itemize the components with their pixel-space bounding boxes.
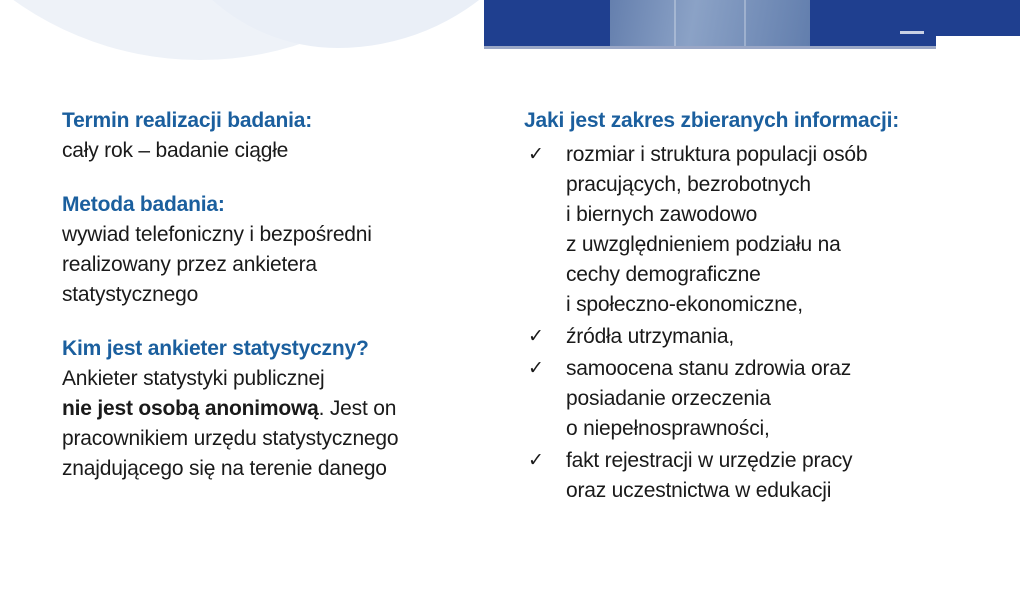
- block-termin: [62, 108, 492, 166]
- heading-zakres: Jaki jest zakres zbieranych informacji:: [524, 109, 900, 132]
- list-item: [524, 446, 994, 506]
- jeans-shading: [610, 0, 810, 46]
- scope-check-list: [524, 140, 994, 506]
- jeans-seam-right: [744, 0, 746, 46]
- text-ankieter-line-4: znajdującego się na terenie danego: [62, 457, 387, 480]
- list-item-line: źródła utrzymania,: [566, 325, 734, 348]
- check-mark-icon: ✓: [528, 450, 544, 471]
- text-ankieter-line-2-rest: . Jest on: [318, 397, 397, 420]
- left-column: [62, 108, 492, 484]
- text-metoda-line-2: realizowany przez ankietera: [62, 253, 317, 276]
- check-mark-icon: ✓: [528, 326, 544, 347]
- banner-photo-panel: [484, 0, 936, 46]
- right-column: [524, 108, 994, 508]
- block-metoda: [62, 192, 492, 310]
- check-mark-icon: ✓: [528, 144, 544, 165]
- list-item-line: cechy demograficzne: [566, 263, 761, 286]
- list-item-line: i biernych zawodowo: [566, 203, 758, 226]
- list-item: [524, 322, 994, 352]
- text-ankieter-bold: nie jest osobą anonimową: [62, 397, 319, 420]
- list-item-line: pracujących, bezrobotnych: [566, 173, 811, 196]
- text-termin-line-1: cały rok – badanie ciągłe: [62, 139, 289, 162]
- check-mark-icon: ✓: [528, 358, 544, 379]
- text-ankieter-line-3: pracownikiem urzędu statystycznego: [62, 427, 399, 450]
- list-item-line: rozmiar i struktura populacji osób: [566, 143, 868, 166]
- heading-ankieter: Kim jest ankieter statystyczny?: [62, 337, 369, 360]
- text-ankieter-line-1: Ankieter statystyki publicznej: [62, 367, 325, 390]
- heading-termin: Termin realizacji badania:: [62, 109, 312, 132]
- list-item: [524, 354, 994, 444]
- list-item-line: samoocena stanu zdrowia oraz: [566, 357, 852, 380]
- list-item-line: oraz uczestnictwa w edukacji: [566, 479, 832, 502]
- text-metoda-line-3: statystycznego: [62, 283, 199, 306]
- list-item-line: o niepełnosprawności,: [566, 417, 770, 440]
- banner-underline: [484, 46, 936, 49]
- list-item: [524, 140, 994, 320]
- list-item-line: fakt rejestracji w urzędzie pracy: [566, 449, 853, 472]
- banner-corner-tab: [924, 0, 1020, 36]
- list-item-line: posiadanie orzeczenia: [566, 387, 771, 410]
- heading-metoda: Metoda badania:: [62, 193, 225, 216]
- text-metoda-line-1: wywiad telefoniczny i bezpośredni: [62, 223, 372, 246]
- content-area: [0, 60, 1020, 600]
- text-ankieter-line-2: [62, 394, 492, 424]
- jeans-seam-left: [674, 0, 676, 46]
- block-ankieter: [62, 336, 492, 484]
- person-jeans: [610, 0, 810, 46]
- list-item-line: z uwzględnieniem podziału na: [566, 233, 841, 256]
- list-item-line: i społeczno-ekonomiczne,: [566, 293, 803, 316]
- banner-person-image: [580, 0, 840, 46]
- top-banner: [0, 0, 1020, 60]
